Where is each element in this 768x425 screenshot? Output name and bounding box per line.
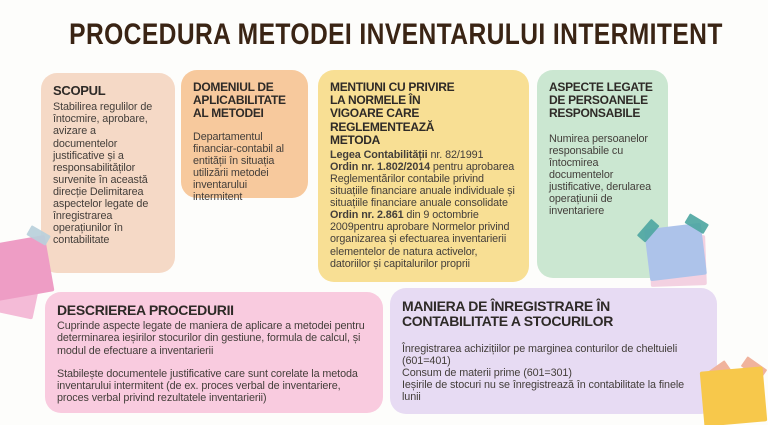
card-mentiuni — [318, 70, 529, 282]
card-descrierea — [45, 292, 383, 413]
card-aspecte-body: Numirea persoanelor responsabile cu întocmirea documentelor justificative, derularea operațiunii de inventariere — [549, 132, 652, 218]
tape-icon — [684, 213, 709, 234]
card-maniera — [390, 288, 717, 414]
law-detail: nr. 82/1991 — [427, 148, 484, 161]
card-domeniul — [181, 70, 308, 203]
law-title: Ordin nr. 1.802/2014 — [330, 161, 431, 174]
blue-sticky-note — [644, 223, 707, 282]
card-descrierea-paragraph: Stabilește documentele justificative care sunt corelate la metoda inventarului intermitent (de ex. proces verbal de inventariere, proces verbal privind rezultatele inventarierii) — [57, 367, 358, 404]
law-detail: din 9 octombrie 2009pentru aprobare Normelor privind organizarea și efectuarea inventarierii elementelor de natura activelor, datoriilor și capitalurilor proprii — [330, 209, 510, 270]
law-title: Ordin nr. 2.861 — [330, 209, 404, 222]
card-mentiuni-heading: MENTIUNI CU PRIVIRE LA NORMELE ÎN VIGOARE CARE REGLEMENTEAZĂ METODA — [330, 80, 455, 147]
law-detail: pentru aprobarea Reglementărilor contabile privind situațiile financiare anuale individuale și situațiile financiare anuale consolidate — [330, 161, 515, 210]
law-title: Legea Contabilității — [330, 148, 428, 161]
card-scopul-body: Stabilirea regulilor de întocmire, aprobare, avizare a documentelor justificative și a responsabilităților survenite în această direcție Delimitarea aspectelor legate de înregistrarea operațiunilor în contabilitate — [53, 101, 153, 247]
page-title: PROCEDURA METODEI INVENTARULUI INTERMITENT — [69, 18, 723, 51]
card-maniera-heading: MANIERA DE ÎNREGISTRARE ÎN CONTABILITATE A STOCURILOR — [402, 298, 613, 330]
card-maniera-line: Consum de materii prime (601=301) — [402, 366, 572, 379]
card-descrierea-paragraph: Cuprinde aspecte legate de maniera de aplicare a metodei pentru determinarea ieșirilor stocurilor din gestiune, formula de calcul, și modul de efectuare a inventarierii — [57, 320, 365, 357]
card-aspecte-heading: ASPECTE LEGATE DE PERSOANELE RESPONSABILE — [549, 80, 653, 121]
law-item — [330, 149, 517, 161]
card-scopul-heading: SCOPUL — [53, 83, 106, 98]
law-item — [330, 209, 517, 269]
card-descrierea-heading: DESCRIEREA PROCEDURII — [57, 302, 234, 318]
law-item — [330, 161, 517, 209]
yellow-sticky-note — [700, 366, 768, 425]
pink-sticky-note — [0, 235, 54, 302]
card-maniera-line: Ieșirile de stocuri nu se înregistrează în contabilitate la finele lunii — [402, 379, 685, 404]
card-domeniul-heading: DOMENIUL DE APLICABILITATE AL METODEI — [193, 80, 286, 121]
card-domeniul-body: Departamentul financiar-contabil al entității în situația utilizării metodei inventarului intermitent — [193, 130, 284, 203]
card-maniera-line: Înregistrarea achizițiilor pe marginea conturilor de cheltuieli (601=401) — [402, 342, 678, 367]
card-scopul — [41, 73, 175, 273]
